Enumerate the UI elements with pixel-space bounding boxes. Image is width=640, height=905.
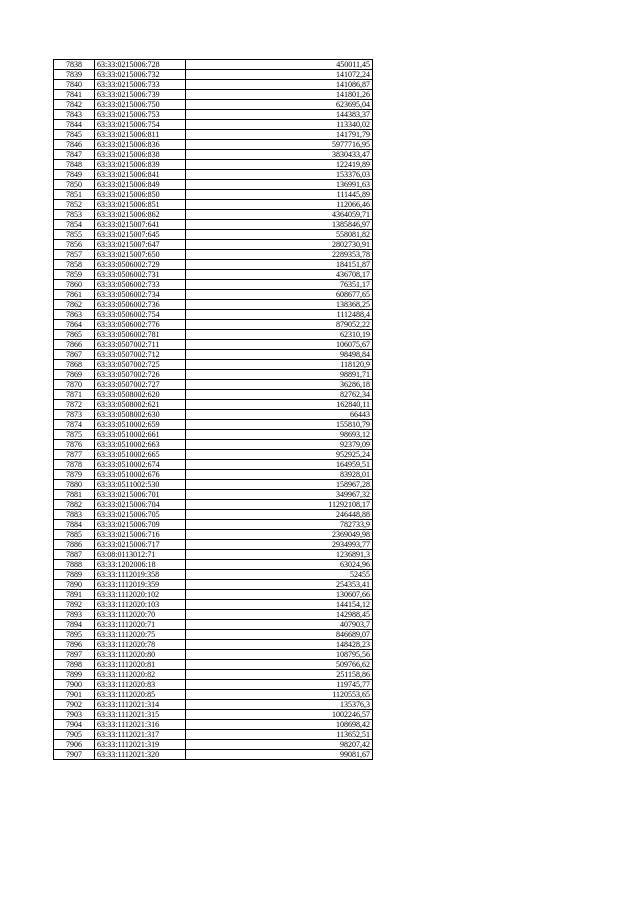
table-row	[54, 320, 373, 330]
row-number-cell: 7896	[54, 640, 95, 650]
cadastral-number-cell: 63:33:0215006:733	[95, 80, 186, 90]
row-number-cell: 7838	[54, 60, 95, 70]
value-cell: 135376,3	[186, 700, 373, 710]
cadastral-number-cell: 63:33:0215007:650	[95, 250, 186, 260]
value-cell: 1002246,57	[186, 710, 373, 720]
table-row	[54, 750, 373, 760]
value-cell: 879052,22	[186, 320, 373, 330]
table-row	[54, 470, 373, 480]
cadastral-number-cell: 63:33:0506002:754	[95, 310, 186, 320]
row-number-cell: 7889	[54, 570, 95, 580]
row-number-cell: 7857	[54, 250, 95, 260]
value-cell: 1112488,4	[186, 310, 373, 320]
value-cell: 83928,01	[186, 470, 373, 480]
value-cell: 158967,28	[186, 480, 373, 490]
value-cell: 246448,88	[186, 510, 373, 520]
table-row	[54, 710, 373, 720]
table-row	[54, 530, 373, 540]
value-cell: 111445,89	[186, 190, 373, 200]
row-number-cell: 7884	[54, 520, 95, 530]
table-row	[54, 640, 373, 650]
cadastral-number-cell: 63:33:1112021:317	[95, 730, 186, 740]
table-row	[54, 120, 373, 130]
value-cell: 153376,03	[186, 170, 373, 180]
table-row	[54, 430, 373, 440]
table-row	[54, 670, 373, 680]
value-cell: 952925,24	[186, 450, 373, 460]
value-cell: 141086,87	[186, 80, 373, 90]
table-row	[54, 180, 373, 190]
row-number-cell: 7869	[54, 370, 95, 380]
cadastral-number-cell: 63:33:0215006:701	[95, 490, 186, 500]
table-row	[54, 650, 373, 660]
cadastral-number-cell: 63:33:0215006:841	[95, 170, 186, 180]
row-number-cell: 7868	[54, 360, 95, 370]
cadastral-number-cell: 63:33:0215006:811	[95, 130, 186, 140]
table-row	[54, 570, 373, 580]
row-number-cell: 7879	[54, 470, 95, 480]
table-row	[54, 620, 373, 630]
row-number-cell: 7866	[54, 340, 95, 350]
row-number-cell: 7881	[54, 490, 95, 500]
row-number-cell: 7902	[54, 700, 95, 710]
value-cell: 509766,62	[186, 660, 373, 670]
table-row	[54, 540, 373, 550]
value-cell: 142988,45	[186, 610, 373, 620]
value-cell: 112066,46	[186, 200, 373, 210]
value-cell: 148428,23	[186, 640, 373, 650]
row-number-cell: 7900	[54, 680, 95, 690]
table-row	[54, 340, 373, 350]
cadastral-number-cell: 63:33:0215007:647	[95, 240, 186, 250]
table-row	[54, 590, 373, 600]
value-cell: 141801,26	[186, 90, 373, 100]
row-number-cell: 7848	[54, 160, 95, 170]
value-cell: 144383,37	[186, 110, 373, 120]
cadastral-number-cell: 63:33:1112020:81	[95, 660, 186, 670]
value-cell: 136991,63	[186, 180, 373, 190]
value-cell: 846689,07	[186, 630, 373, 640]
table-row	[54, 600, 373, 610]
table-row	[54, 550, 373, 560]
row-number-cell: 7871	[54, 390, 95, 400]
table-row	[54, 160, 373, 170]
row-number-cell: 7905	[54, 730, 95, 740]
cadastral-number-cell: 63:33:0215006:739	[95, 90, 186, 100]
row-number-cell: 7847	[54, 150, 95, 160]
row-number-cell: 7888	[54, 560, 95, 570]
value-cell: 66443	[186, 410, 373, 420]
row-number-cell: 7893	[54, 610, 95, 620]
value-cell: 63024,96	[186, 560, 373, 570]
table-row	[54, 690, 373, 700]
row-number-cell: 7864	[54, 320, 95, 330]
cadastral-number-cell: 63:33:0507002:727	[95, 380, 186, 390]
cadastral-number-cell: 63:33:1112019:359	[95, 580, 186, 590]
cadastral-number-cell: 63:33:0215006:849	[95, 180, 186, 190]
cadastral-number-cell: 63:33:0215007:645	[95, 230, 186, 240]
cadastral-number-cell: 63:33:1112020:85	[95, 690, 186, 700]
cadastral-number-cell: 63:33:0215006:716	[95, 530, 186, 540]
value-cell: 144154,12	[186, 600, 373, 610]
value-cell: 11292108,17	[186, 500, 373, 510]
cadastral-number-cell: 63:33:1112020:83	[95, 680, 186, 690]
table-row	[54, 440, 373, 450]
cadastral-number-cell: 63:33:0506002:733	[95, 280, 186, 290]
value-cell: 349967,32	[186, 490, 373, 500]
cadastral-number-cell: 63:33:0510002:676	[95, 470, 186, 480]
row-number-cell: 7863	[54, 310, 95, 320]
value-cell: 36286,18	[186, 380, 373, 390]
value-cell: 62310,19	[186, 330, 373, 340]
cadastral-number-cell: 63:33:0215006:862	[95, 210, 186, 220]
value-cell: 106075,67	[186, 340, 373, 350]
cadastral-number-cell: 63:33:0506002:729	[95, 260, 186, 270]
cadastral-number-cell: 63:33:1112020:80	[95, 650, 186, 660]
row-number-cell: 7906	[54, 740, 95, 750]
value-cell: 1120553,65	[186, 690, 373, 700]
cadastral-number-cell: 63:33:1202006:18	[95, 560, 186, 570]
row-number-cell: 7849	[54, 170, 95, 180]
table-row	[54, 190, 373, 200]
row-number-cell: 7853	[54, 210, 95, 220]
cadastral-number-cell: 63:33:1112020:103	[95, 600, 186, 610]
cadastral-number-cell: 63:33:0215006:839	[95, 160, 186, 170]
cadastral-number-cell: 63:33:0507002:726	[95, 370, 186, 380]
cadastral-number-cell: 63:33:0506002:776	[95, 320, 186, 330]
value-cell: 254353,41	[186, 580, 373, 590]
table-row	[54, 560, 373, 570]
row-number-cell: 7874	[54, 420, 95, 430]
table-row	[54, 230, 373, 240]
cadastral-number-cell: 63:08:0113012:71	[95, 550, 186, 560]
value-cell: 3830433,47	[186, 150, 373, 160]
cadastral-number-cell: 63:33:0510002:674	[95, 460, 186, 470]
row-number-cell: 7855	[54, 230, 95, 240]
cadastral-number-cell: 63:33:0506002:736	[95, 300, 186, 310]
value-cell: 141072,24	[186, 70, 373, 80]
row-number-cell: 7858	[54, 260, 95, 270]
row-number-cell: 7901	[54, 690, 95, 700]
table-row	[54, 680, 373, 690]
value-cell: 113340,02	[186, 120, 373, 130]
row-number-cell: 7844	[54, 120, 95, 130]
row-number-cell: 7846	[54, 140, 95, 150]
value-cell: 558081,82	[186, 230, 373, 240]
cadastral-number-cell: 63:33:0510002:663	[95, 440, 186, 450]
value-cell: 130607,66	[186, 590, 373, 600]
value-cell: 141791,79	[186, 130, 373, 140]
cadastral-number-cell: 63:33:1112021:320	[95, 750, 186, 760]
row-number-cell: 7892	[54, 600, 95, 610]
cadastral-number-cell: 63:33:1112021:319	[95, 740, 186, 750]
table-row	[54, 510, 373, 520]
value-cell: 2802730,91	[186, 240, 373, 250]
cadastral-number-cell: 63:33:0215006:838	[95, 150, 186, 160]
table-row	[54, 350, 373, 360]
table-body	[54, 60, 373, 760]
value-cell: 5977716,95	[186, 140, 373, 150]
table-row	[54, 390, 373, 400]
row-number-cell: 7854	[54, 220, 95, 230]
table-row	[54, 400, 373, 410]
value-cell: 108698,42	[186, 720, 373, 730]
value-cell: 108795,56	[186, 650, 373, 660]
cadastral-number-cell: 63:33:0510002:659	[95, 420, 186, 430]
cadastral-number-cell: 63:33:0508002:621	[95, 400, 186, 410]
row-number-cell: 7873	[54, 410, 95, 420]
table-row	[54, 80, 373, 90]
row-number-cell: 7861	[54, 290, 95, 300]
row-number-cell: 7850	[54, 180, 95, 190]
value-cell: 98207,42	[186, 740, 373, 750]
row-number-cell: 7882	[54, 500, 95, 510]
row-number-cell: 7877	[54, 450, 95, 460]
value-cell: 2369049,98	[186, 530, 373, 540]
row-number-cell: 7842	[54, 100, 95, 110]
table-row	[54, 380, 373, 390]
table-row	[54, 140, 373, 150]
cadastral-number-cell: 63:33:0215006:851	[95, 200, 186, 210]
table-row	[54, 270, 373, 280]
table-row	[54, 480, 373, 490]
row-number-cell: 7897	[54, 650, 95, 660]
cadastral-number-cell: 63:33:0215006:850	[95, 190, 186, 200]
row-number-cell: 7839	[54, 70, 95, 80]
table-row	[54, 490, 373, 500]
table-row	[54, 240, 373, 250]
row-number-cell: 7856	[54, 240, 95, 250]
cadastral-number-cell: 63:33:1112021:315	[95, 710, 186, 720]
cadastral-number-cell: 63:33:0215006:705	[95, 510, 186, 520]
table-row	[54, 370, 373, 380]
row-number-cell: 7852	[54, 200, 95, 210]
value-cell: 98891,71	[186, 370, 373, 380]
table-row	[54, 150, 373, 160]
row-number-cell: 7891	[54, 590, 95, 600]
cadastral-number-cell: 63:33:1112020:71	[95, 620, 186, 630]
row-number-cell: 7886	[54, 540, 95, 550]
table-row	[54, 200, 373, 210]
row-number-cell: 7865	[54, 330, 95, 340]
value-cell: 98498,84	[186, 350, 373, 360]
value-cell: 184151,87	[186, 260, 373, 270]
cadastral-number-cell: 63:33:0508002:620	[95, 390, 186, 400]
row-number-cell: 7870	[54, 380, 95, 390]
table-row	[54, 450, 373, 460]
value-cell: 155810,79	[186, 420, 373, 430]
cadastral-number-cell: 63:33:0506002:781	[95, 330, 186, 340]
cadastral-number-cell: 63:33:0215006:732	[95, 70, 186, 80]
row-number-cell: 7898	[54, 660, 95, 670]
value-cell: 122419,89	[186, 160, 373, 170]
cadastral-number-cell: 63:33:0215006:704	[95, 500, 186, 510]
row-number-cell: 7843	[54, 110, 95, 120]
value-cell: 82762,34	[186, 390, 373, 400]
table-row	[54, 90, 373, 100]
table-row	[54, 730, 373, 740]
table-row	[54, 280, 373, 290]
value-cell: 76351,17	[186, 280, 373, 290]
value-cell: 92379,09	[186, 440, 373, 450]
table-row	[54, 410, 373, 420]
cadastral-number-cell: 63:33:1112021:314	[95, 700, 186, 710]
value-cell: 436708,17	[186, 270, 373, 280]
value-cell: 251158,86	[186, 670, 373, 680]
value-cell: 162840,11	[186, 400, 373, 410]
value-cell: 608677,65	[186, 290, 373, 300]
table-row	[54, 460, 373, 470]
value-cell: 113652,51	[186, 730, 373, 740]
value-cell: 99081,67	[186, 750, 373, 760]
table-row	[54, 220, 373, 230]
value-cell: 1385846,97	[186, 220, 373, 230]
table-row	[54, 170, 373, 180]
row-number-cell: 7875	[54, 430, 95, 440]
cadastral-number-cell: 63:33:0507002:711	[95, 340, 186, 350]
table-row	[54, 330, 373, 340]
value-cell: 52455	[186, 570, 373, 580]
value-cell: 98693,12	[186, 430, 373, 440]
table-row	[54, 610, 373, 620]
table-row	[54, 630, 373, 640]
cadastral-number-cell: 63:33:0510002:665	[95, 450, 186, 460]
cadastral-number-cell: 63:33:0507002:712	[95, 350, 186, 360]
row-number-cell: 7851	[54, 190, 95, 200]
table-row	[54, 500, 373, 510]
row-number-cell: 7841	[54, 90, 95, 100]
cadastral-number-cell: 63:33:0215006:728	[95, 60, 186, 70]
row-number-cell: 7885	[54, 530, 95, 540]
row-number-cell: 7895	[54, 630, 95, 640]
cadastral-number-cell: 63:33:0506002:734	[95, 290, 186, 300]
cadastral-number-cell: 63:33:1112020:75	[95, 630, 186, 640]
table-row	[54, 110, 373, 120]
table-row	[54, 300, 373, 310]
value-cell: 118120,9	[186, 360, 373, 370]
row-number-cell: 7878	[54, 460, 95, 470]
value-cell: 1236891,3	[186, 550, 373, 560]
cadastral-number-cell: 63:33:0215006:836	[95, 140, 186, 150]
row-number-cell: 7872	[54, 400, 95, 410]
row-number-cell: 7845	[54, 130, 95, 140]
row-number-cell: 7880	[54, 480, 95, 490]
value-cell: 623695,04	[186, 100, 373, 110]
cadastral-number-cell: 63:33:0215006:750	[95, 100, 186, 110]
table-row	[54, 310, 373, 320]
value-cell: 450011,45	[186, 60, 373, 70]
cadastral-number-cell: 63:33:0507002:725	[95, 360, 186, 370]
cadastral-number-cell: 63:33:0215006:754	[95, 120, 186, 130]
row-number-cell: 7840	[54, 80, 95, 90]
value-cell: 2934993,77	[186, 540, 373, 550]
row-number-cell: 7904	[54, 720, 95, 730]
cadastral-number-cell: 63:33:1112021:316	[95, 720, 186, 730]
row-number-cell: 7894	[54, 620, 95, 630]
table-row	[54, 60, 373, 70]
table-row	[54, 520, 373, 530]
table-row	[54, 70, 373, 80]
cadastral-number-cell: 63:33:0510002:661	[95, 430, 186, 440]
value-cell: 782733,9	[186, 520, 373, 530]
value-cell: 119745,77	[186, 680, 373, 690]
table-row	[54, 740, 373, 750]
cadastral-number-cell: 63:33:0511002:530	[95, 480, 186, 490]
cadastral-number-cell: 63:33:1112020:102	[95, 590, 186, 600]
cadastral-number-cell: 63:33:0215006:717	[95, 540, 186, 550]
row-number-cell: 7867	[54, 350, 95, 360]
row-number-cell: 7899	[54, 670, 95, 680]
cadastral-number-cell: 63:33:1112020:82	[95, 670, 186, 680]
table-row	[54, 260, 373, 270]
row-number-cell: 7890	[54, 580, 95, 590]
cadastral-number-cell: 63:33:0506002:731	[95, 270, 186, 280]
table-row	[54, 130, 373, 140]
value-cell: 138368,25	[186, 300, 373, 310]
value-cell: 407903,7	[186, 620, 373, 630]
table-row	[54, 290, 373, 300]
table-row	[54, 580, 373, 590]
cadastral-number-cell: 63:33:1112020:70	[95, 610, 186, 620]
row-number-cell: 7876	[54, 440, 95, 450]
row-number-cell: 7903	[54, 710, 95, 720]
table-row	[54, 360, 373, 370]
table-row	[54, 700, 373, 710]
cadastral-number-cell: 63:33:0215006:709	[95, 520, 186, 530]
table-row	[54, 660, 373, 670]
row-number-cell: 7883	[54, 510, 95, 520]
cadastral-number-cell: 63:33:0215006:753	[95, 110, 186, 120]
cadastral-number-cell: 63:33:1112019:358	[95, 570, 186, 580]
row-number-cell: 7887	[54, 550, 95, 560]
table-row	[54, 100, 373, 110]
cadastral-value-table	[53, 59, 373, 760]
table-row	[54, 420, 373, 430]
row-number-cell: 7907	[54, 750, 95, 760]
cadastral-number-cell: 63:33:1112020:78	[95, 640, 186, 650]
cadastral-number-cell: 63:33:0215007:641	[95, 220, 186, 230]
value-cell: 2289353,78	[186, 250, 373, 260]
value-cell: 164959,51	[186, 460, 373, 470]
value-cell: 4364059,71	[186, 210, 373, 220]
table-row	[54, 250, 373, 260]
row-number-cell: 7859	[54, 270, 95, 280]
table-row	[54, 720, 373, 730]
row-number-cell: 7862	[54, 300, 95, 310]
row-number-cell: 7860	[54, 280, 95, 290]
cadastral-number-cell: 63:33:0508002:630	[95, 410, 186, 420]
table-row	[54, 210, 373, 220]
